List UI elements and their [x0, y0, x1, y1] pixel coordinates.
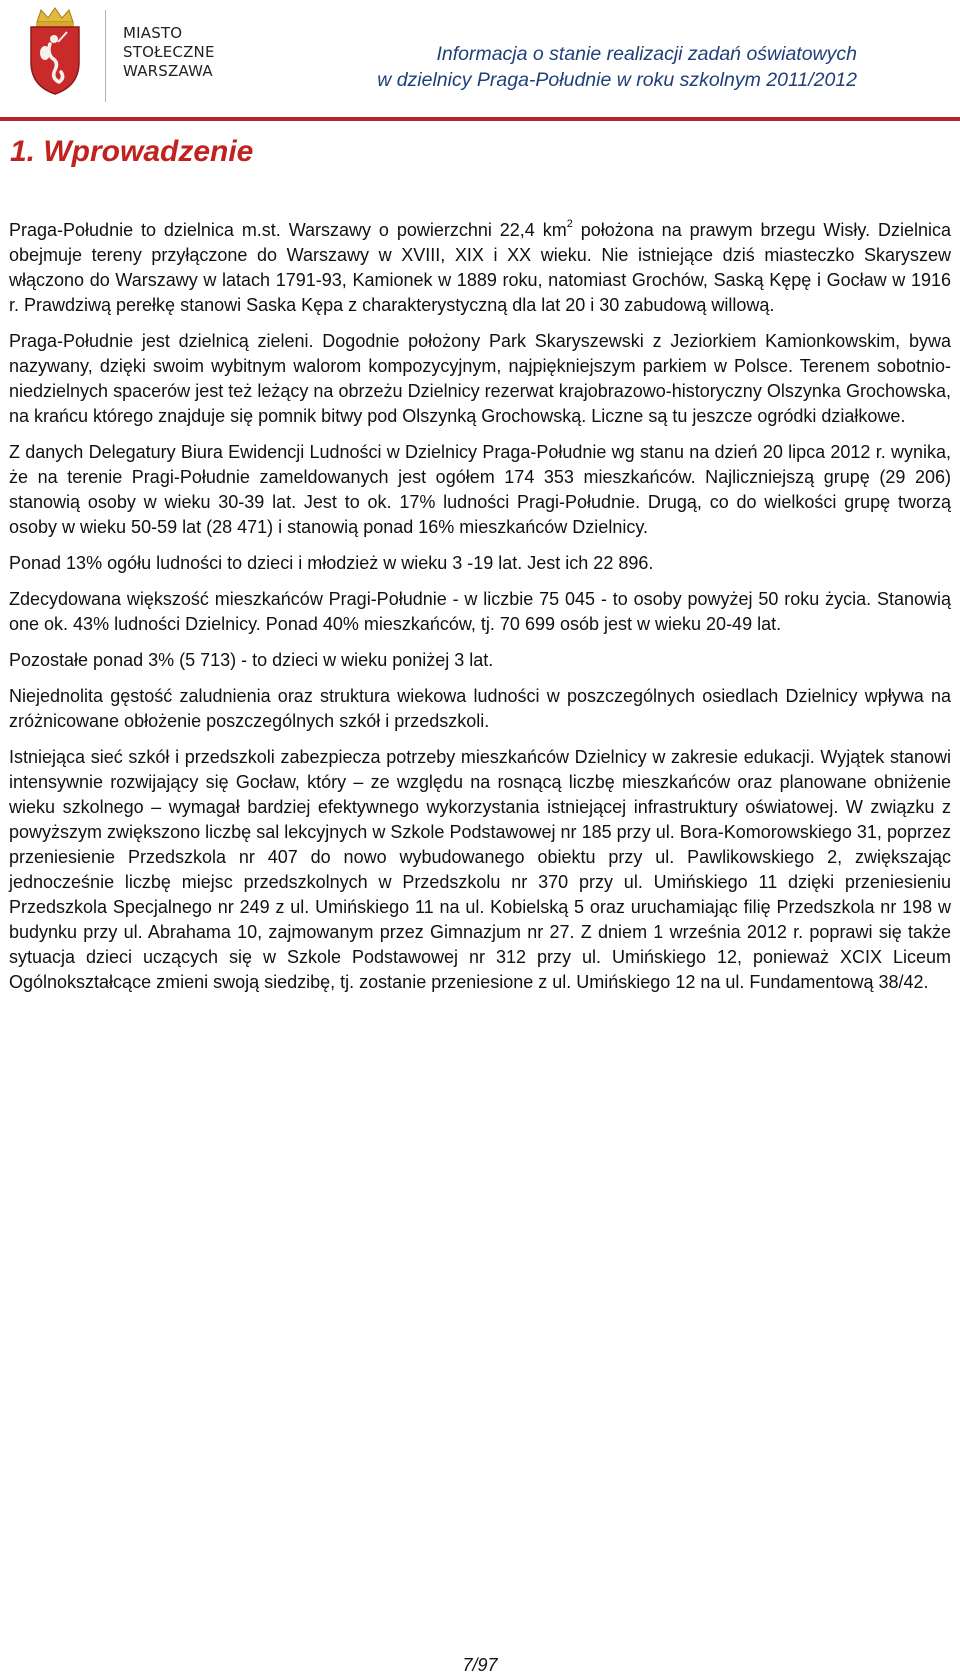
city-name-logotype — [123, 24, 215, 81]
paragraph — [9, 218, 951, 318]
document-title — [377, 41, 857, 93]
logo-text-line: WARSZAWA — [123, 62, 213, 80]
header-rule — [0, 117, 960, 121]
logo-text-line: MIASTO — [123, 24, 183, 42]
paragraph: Pozostałe ponad 3% (5 713) - to dzieci w wieku poniżej 3 lat. — [9, 650, 494, 670]
page-number: 7/97 — [462, 1655, 498, 1675]
paragraph-text: Praga-Południe to dzielnica m.st. Warszawy o powierzchni 22,4 km — [9, 220, 567, 240]
paragraph: Istniejąca sieć szkół i przedszkoli zabezpiecza potrzeby mieszkańców Dzielnicy w zakresie edukacji. Wyjątek stanowi intensywnie rozwijający się Gocław, który – ze względu na rosnącą liczbę mieszkańców oraz planowane obniżenie wieku szkolnego – wymagał bardziej efektywnego wykorzystania istniejącej infrastruktury oświatowej. W związku z powyższym zwiększono liczbę sal lekcyjnych w Szkole Podstawowej nr 185 przy ul. Bora-Komorowskiego 31, poprzez przeniesienie Przedszkola nr 407 do nowo wybudowanego obiektu przy ul. Pawlikowskiego 2, zwiększając jednocześnie liczbę miejsc przedszkolnych w Przedszkolu nr 370 przy ul. Umińskiego 11 dzięki przeniesieniu Przedszkola Specjalnego nr 249 z ul. Umińskiego 11 na ul. Kobielską 5 oraz uruchamiając filię Przedszkola nr 198 w budynku przy ul. Abrahama 10, zajmowanym przez Gimnazjum nr 27. Z dniem 1 września 2012 r. poprawi się także sytuacja dzieci uczących się w Szkole Podstawowej nr 312 przy ul. Umińskiego 12, ponieważ XCIX Liceum Ogólnokształcące zmieni swoją siedzibę, tj. zostanie przeniesione z ul. Umińskiego 12 na ul. Fundamentową 38/42. — [9, 747, 951, 992]
section-heading: 1. Wprowadzenie — [10, 135, 254, 168]
header-divider — [105, 10, 106, 102]
paragraph: Niejednolita gęstość zaludnienia oraz struktura wiekowa ludności w poszczególnych osiedlach Dzielnicy wpływa na zróżnicowane obłożenie poszczególnych szkół i przedszkoli. — [9, 686, 951, 731]
document-title-line: Informacja o stanie realizacji zadań oświatowych — [436, 43, 857, 65]
warsaw-crest-logo — [27, 6, 83, 96]
paragraph-text: położona na prawym brzegu Wisły. Dzielnica obejmuje tereny przyłączone do Warszawy w XVIII, XIX i XX wieku. Nie istniejące dziś miasteczko Skaryszew włączono do Warszawy w latach 1791-93, Kamionek w 1889 roku, natomiast Grochów, Saską Kępę i Gocław w 1916 r. Prawdziwą perełkę stanowi Saska Kępa z charakterystyczną dla lat 20 i 30 zabudową willową. — [9, 220, 951, 315]
paragraph: Ponad 13% ogółu ludności to dzieci i młodzież w wieku 3 -19 lat. Jest ich 22 896. — [9, 553, 654, 573]
page-header — [0, 0, 960, 124]
paragraph: Zdecydowana większość mieszkańców Pragi-Południe - w liczbie 75 045 - to osoby powyżej 50 roku życia. Stanowią one ok. 43% ludności Dzielnicy. Ponad 40% mieszkańców, tj. 70 699 osób jest w wieku 20-49 lat. — [9, 589, 951, 634]
logo-text-line: STOŁECZNE — [123, 43, 215, 61]
document-body — [9, 218, 951, 1006]
paragraph: Z danych Delegatury Biura Ewidencji Ludności w Dzielnicy Praga-Południe wg stanu na dzień 20 lipca 2012 r. wynika, że na terenie Pragi-Południe zameldowanych jest ogółem 174 353 mieszkańców. Najliczniejszą grupę (29 206) stanowią osoby w wieku 30-39 lat. Jest to ok. 17% ludności Pragi-Południe. Drugą, co do wielkości grupę tworzą osoby w wieku 50-59 lat (28 471) i stanowią ponad 16% mieszkańców Dzielnicy. — [9, 442, 951, 537]
paragraph: Praga-Południe jest dzielnicą zieleni. Dogodnie położony Park Skaryszewski z Jeziorkiem Kamionkowskim, bywa nazywany, dzięki swoim wybitnym walorom kompozycyjnym, najpiękniejszym parkiem w Polsce. Terenem sobotnio-niedzielnych spacerów jest też leżący na obrzeżu Dzielnicy rezerwat krajobrazowo-historyczny Olszynka Grochowska, na krańcu którego znajduje się pomnik bitwy pod Olszynką Grochowską. Liczne są tu jeszcze ogródki działkowe. — [9, 331, 951, 426]
document-title-line: w dzielnicy Praga-Południe w roku szkolnym 2011/2012 — [377, 69, 857, 91]
superscript: 2 — [566, 218, 573, 230]
